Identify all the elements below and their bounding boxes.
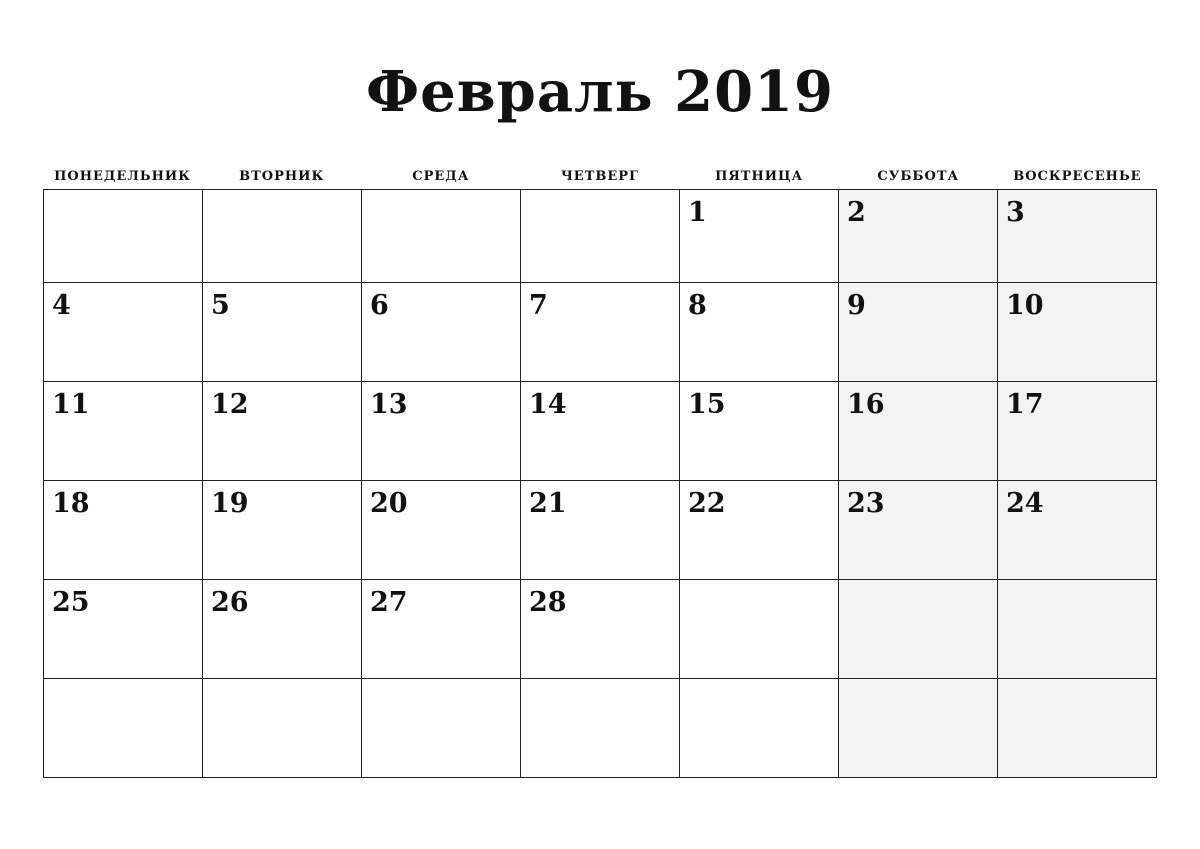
day-cell (839, 190, 998, 283)
day-cell (521, 481, 680, 580)
day-number: 26 (211, 587, 249, 618)
day-cell (680, 580, 839, 679)
day-number: 17 (1006, 389, 1044, 420)
day-cell (839, 283, 998, 382)
day-cell (998, 481, 1157, 580)
day-cell (839, 580, 998, 679)
day-number: 9 (847, 290, 866, 321)
day-number: 16 (847, 389, 885, 420)
day-cell (203, 283, 362, 382)
day-number: 18 (52, 488, 90, 519)
day-cell (839, 679, 998, 778)
day-cell (44, 481, 203, 580)
weekday-saturday: СУББОТА (877, 169, 960, 184)
day-cell (680, 679, 839, 778)
day-number: 15 (688, 389, 726, 420)
day-number: 21 (529, 488, 567, 519)
day-cell (362, 283, 521, 382)
day-cell (521, 283, 680, 382)
weekday-tuesday: ВТОРНИК (239, 169, 325, 184)
day-cell (998, 190, 1157, 283)
day-cell (44, 283, 203, 382)
weekday-monday: ПОНЕДЕЛЬНИК (54, 169, 191, 184)
day-cell (362, 190, 521, 283)
day-cell (44, 190, 203, 283)
day-cell (521, 190, 680, 283)
day-cell (203, 679, 362, 778)
day-cell (998, 679, 1157, 778)
day-number: 1 (688, 197, 707, 228)
day-number: 13 (370, 389, 408, 420)
day-cell (521, 580, 680, 679)
day-number: 28 (529, 587, 567, 618)
day-number: 12 (211, 389, 249, 420)
day-cell (998, 580, 1157, 679)
day-cell (362, 481, 521, 580)
day-number: 19 (211, 488, 249, 519)
day-number: 8 (688, 290, 707, 321)
day-number: 5 (211, 290, 230, 321)
day-cell (680, 382, 839, 481)
day-cell (521, 382, 680, 481)
day-cell (839, 481, 998, 580)
day-number: 4 (52, 290, 71, 321)
day-number: 10 (1006, 290, 1044, 321)
day-number: 27 (370, 587, 408, 618)
day-number: 25 (52, 587, 90, 618)
day-cell (362, 382, 521, 481)
weekday-friday: ПЯТНИЦА (715, 169, 804, 184)
day-cell (998, 283, 1157, 382)
day-number: 7 (529, 290, 548, 321)
weekday-sunday: ВОСКРЕСЕНЬЕ (1013, 169, 1142, 184)
day-number: 20 (370, 488, 408, 519)
day-cell (839, 382, 998, 481)
day-number: 24 (1006, 488, 1044, 519)
day-cell (203, 481, 362, 580)
day-number: 23 (847, 488, 885, 519)
day-cell (362, 679, 521, 778)
day-cell (998, 382, 1157, 481)
day-cell (44, 580, 203, 679)
weekday-wednesday: СРЕДА (412, 169, 470, 184)
weekday-header-row (43, 166, 1157, 188)
day-cell (44, 679, 203, 778)
day-number: 11 (52, 389, 90, 420)
day-number: 22 (688, 488, 726, 519)
day-number: 14 (529, 389, 567, 420)
day-cell (203, 580, 362, 679)
day-cell (44, 382, 203, 481)
day-number: 3 (1006, 197, 1025, 228)
calendar-title: Февраль 2019 (366, 59, 834, 125)
day-number: 6 (370, 290, 389, 321)
day-cell (680, 481, 839, 580)
day-cell (680, 190, 839, 283)
calendar-grid (43, 189, 1157, 778)
day-cell (203, 382, 362, 481)
weekday-thursday: ЧЕТВЕРГ (560, 169, 640, 184)
day-cell (521, 679, 680, 778)
day-number: 2 (847, 197, 866, 228)
day-cell (203, 190, 362, 283)
day-cell (362, 580, 521, 679)
day-cell (680, 283, 839, 382)
